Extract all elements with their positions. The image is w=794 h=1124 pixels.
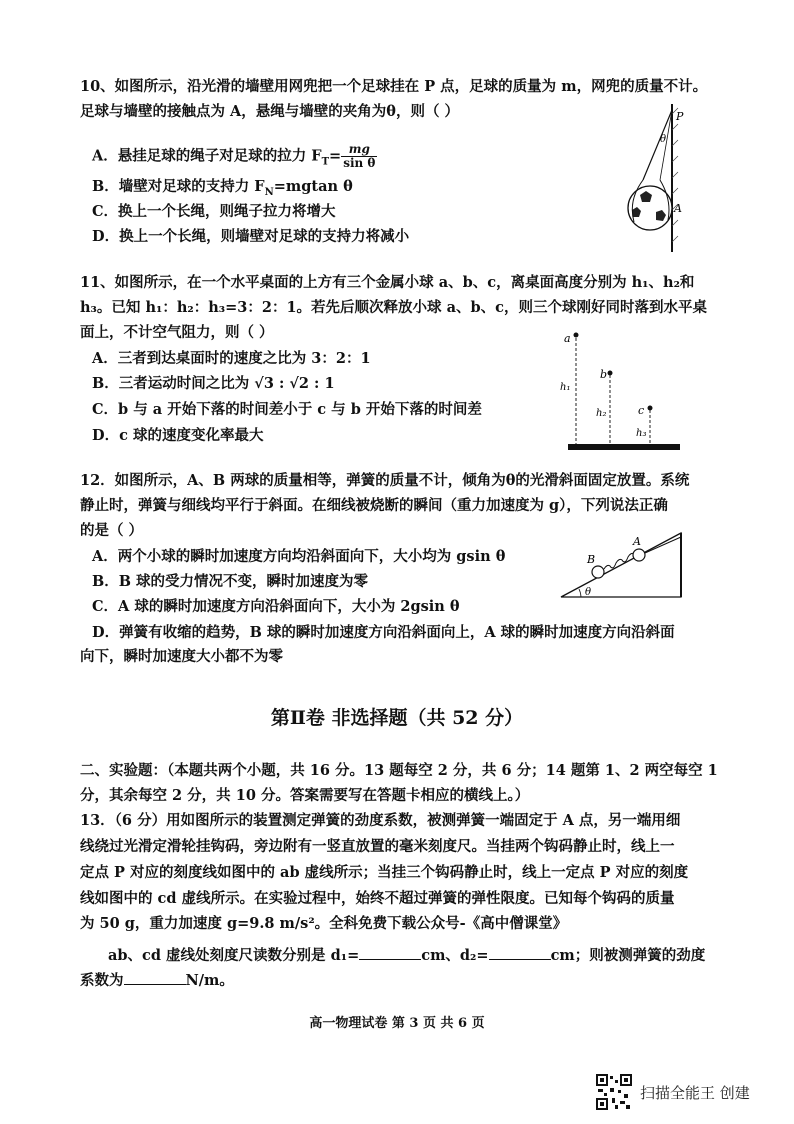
section-title: 第Ⅱ卷 非选择题（共 52 分） <box>270 707 524 729</box>
q11-option-c: C．b 与 a 开始下落的时间差小于 c 与 b 开始下落的时间差 <box>92 401 482 418</box>
q11-option-a: A．三者到达桌面时的速度之比为 3：2：1 <box>92 350 371 367</box>
q13-line1: 13．（6 分）用如图所示的装置测定弹簧的劲度系数，被测弹簧一端固定于 A 点，另一端用细 <box>80 812 681 829</box>
label-theta: θ <box>660 134 667 145</box>
q12-option-d-line2: 向下，瞬时加速度大小都不为零 <box>80 648 283 665</box>
table-surface <box>568 444 680 450</box>
q13-line2: 线绕过光滑定滑轮挂钩码，旁边附有一竖直放置的毫米刻度尺。当挂两个钩码静止时，线上一 <box>80 838 675 855</box>
q11-figure-three-balls <box>550 330 690 455</box>
label-c: c <box>638 404 645 417</box>
scanner-watermark: 扫描全能王 创建 <box>640 1084 750 1102</box>
label-h1: h₁ <box>560 382 571 393</box>
q12-option-b: B．B 球的受力情况不变，瞬时加速度为零 <box>92 573 369 590</box>
label-b: B <box>587 553 596 566</box>
q11-stem-line2: h₃。已知 h₁：h₂：h₃=3：2：1。若先后顺次释放小球 a、b、c，则三个球刚好同时落到水平桌 <box>80 299 707 316</box>
q12-stem-line1: 12．如图所示，A、B 两球的质量相等，弹簧的质量不计，倾角为θ的光滑斜面固定放置。系统 <box>80 472 690 489</box>
q13-line6: ab、cd 虚线处刻度尺读数分别是 d₁= cm、d₂= cm；则被测弹簧的劲度 <box>108 947 706 964</box>
qr-code-icon <box>596 1074 632 1110</box>
q11-option-b: B．三者运动时间之比为 √3 : √2 : 1 <box>92 375 335 392</box>
incline <box>561 533 681 597</box>
q10-figure-wall-ball <box>610 100 690 260</box>
label-b: b <box>600 368 608 381</box>
ball-c <box>648 406 653 411</box>
q11-option-d: D．c 球的速度变化率最大 <box>92 427 264 444</box>
q10-option-a: A．悬挂足球的绳子对足球的拉力 $F_T=$ $\frac{mg}{\text{sin θ}}$ <box>92 142 376 170</box>
ball-b <box>592 566 604 578</box>
label-a: A <box>674 202 682 215</box>
q12-option-a: A．两个小球的瞬时加速度方向均沿斜面向下，大小均为 gsin θ <box>92 548 506 565</box>
label-h3: h₃ <box>636 428 647 439</box>
answer-blank-k[interactable] <box>124 970 186 985</box>
q12-stem-line2: 静止时，弹簧与细线均平行于斜面。在细线被烧断的瞬间（重力加速度为 g），下列说法正确 <box>80 497 668 514</box>
rope-line-2 <box>660 110 672 180</box>
label-a: A <box>633 535 641 548</box>
q13-line7: 系数为 N/m。 <box>80 972 234 989</box>
label-theta: θ <box>585 587 592 598</box>
q11-stem-line1: 11、如图所示，在一个水平桌面的上方有三个金属小球 a、b、c，离桌面高度分别为 h₁、h₂和 <box>80 274 695 291</box>
thread <box>645 537 681 553</box>
label-p: P <box>676 110 684 123</box>
part2-line2: 分，其余每空 2 分，共 10 分。答案需要写在答题卡相应的横线上。） <box>80 787 530 804</box>
ball-a <box>574 333 579 338</box>
ball-b <box>608 371 613 376</box>
q10-stem-line2: 足球与墙壁的接触点为 A，悬绳与墙壁的夹角为θ，则（ ） <box>80 103 460 120</box>
q12-option-c: C．A 球的瞬时加速度方向沿斜面向下，大小为 2gsin θ <box>92 598 460 615</box>
q10-option-d: D．换上一个长绳，则墙壁对足球的支持力将减小 <box>92 228 410 245</box>
rope-line <box>643 110 672 180</box>
q10-option-b: B．墙壁对足球的支持力 $F_N=mgtan$ θ <box>92 178 353 198</box>
page-footer: 高一物理试卷 第 3 页 共 6 页 <box>309 1016 485 1031</box>
q12-stem-line3: 的是（ ） <box>80 522 144 539</box>
q12-option-d-line1: D．弹簧有收缩的趋势，B 球的瞬时加速度方向沿斜面向上，A 球的瞬时加速度方向沿斜面 <box>92 624 675 641</box>
q10-fraction: $\frac{mg}{\text{sin θ}}$ <box>343 142 376 170</box>
part2-line1: 二、实验题：（本题共两个小题，共 16 分。13 题每空 2 分，共 6 分；14 题第 1、2 两空每空 1 <box>80 762 718 779</box>
q13-line4: 线如图中的 cd 虚线所示。在实验过程中，始终不超过弹簧的弹性限度。已知每个钩码的质量 <box>80 890 675 907</box>
ball-a <box>633 549 645 561</box>
q12-figure-incline <box>555 525 695 605</box>
q10-stem-line1: 10、如图所示，沿光滑的墙壁用网兜把一个足球挂在 P 点，足球的质量为 m，网兜的质量不计。 <box>80 78 708 95</box>
football <box>628 186 672 230</box>
label-h2: h₂ <box>596 408 607 419</box>
answer-blank-d2[interactable] <box>489 945 551 960</box>
q13-line5: 为 50 g，重力加速度 g=9.8 m/s²。全科免费下载公众号-《高中僧课堂》 <box>80 915 568 932</box>
label-a: a <box>564 332 571 345</box>
q13-line3: 定点 P 对应的刻度线如图中的 ab 虚线所示；当挂三个钩码静止时，线上一定点 P 对应的刻度 <box>80 864 689 881</box>
q10-option-c: C．换上一个长绳，则绳子拉力将增大 <box>92 203 336 220</box>
answer-blank-d1[interactable] <box>359 945 421 960</box>
q11-stem-line3: 面上，不计空气阻力，则（ ） <box>80 324 274 341</box>
